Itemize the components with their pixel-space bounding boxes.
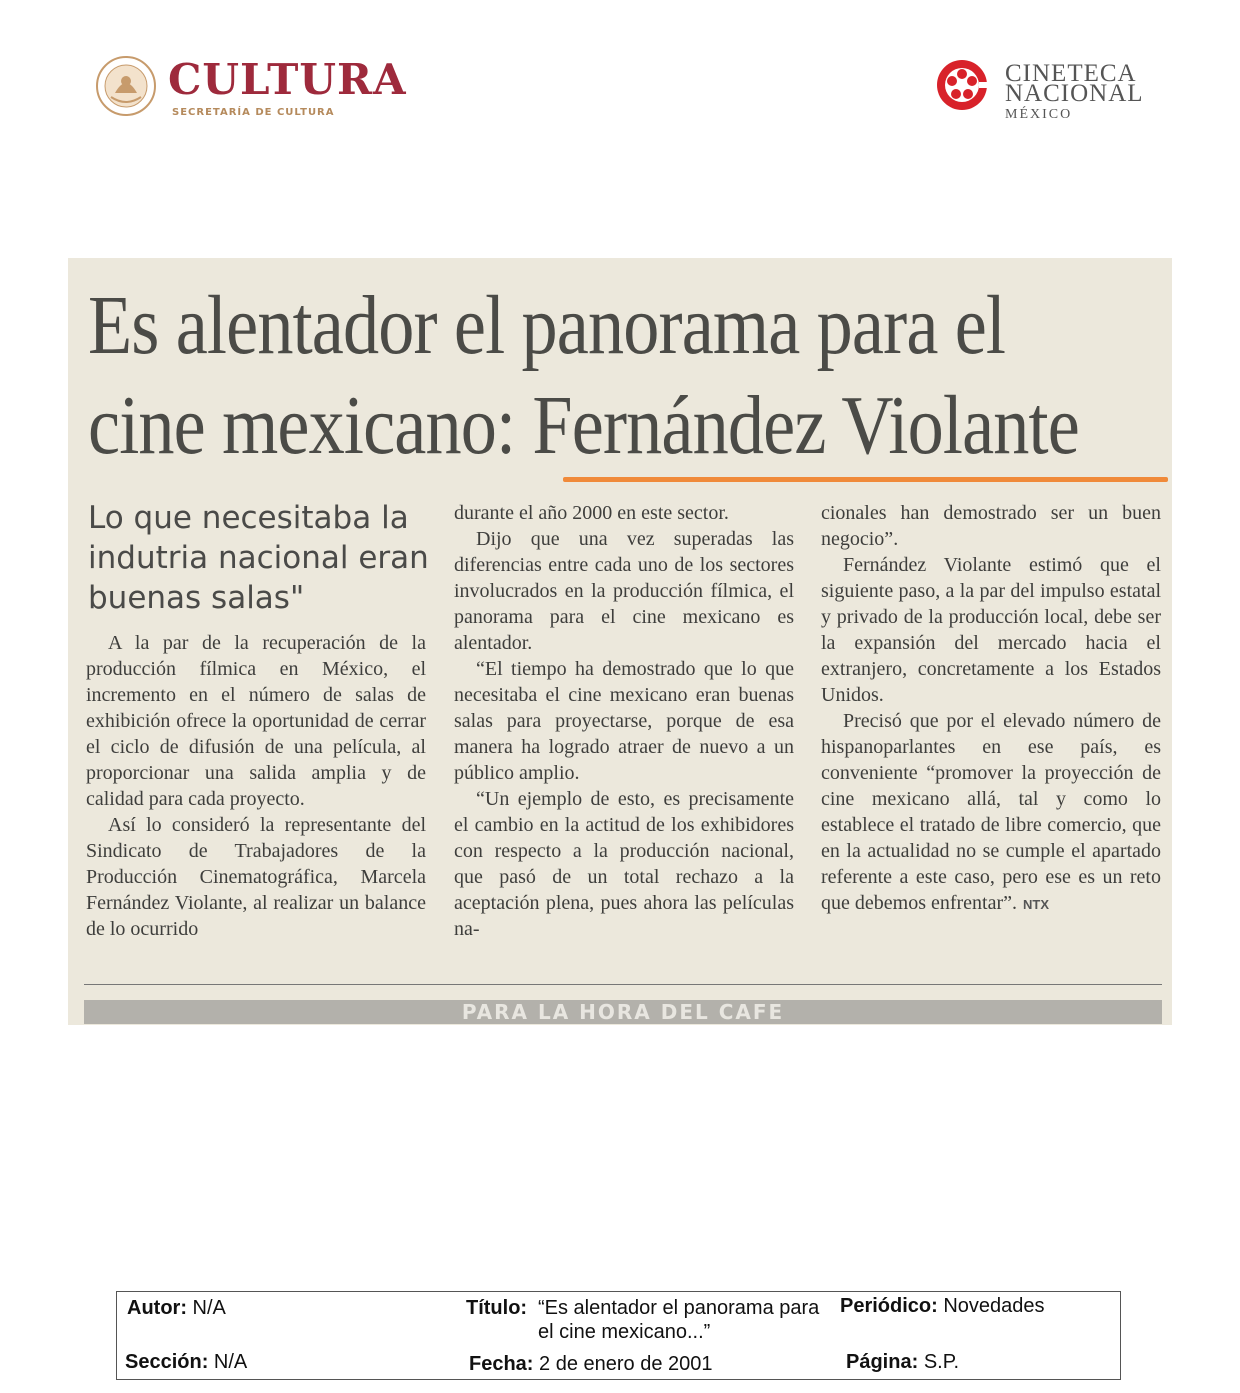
headline-line-1: Es alentador el panorama para el [88,279,1006,372]
paragraph: A la par de la recuperación de la producción fílmica en México, el incremento en el número de salas de exhibición ofrece la oportunidad de cerrar el ciclo de difusión de una película, al proporcionar una salida amplia y de calidad para cada proyecto. [86,632,426,810]
pagina-value: S.P. [923,1351,960,1373]
cineteca-logo [935,58,1165,120]
periodico-label: Periódico: [840,1295,938,1317]
cultura-subtitle: SECRETARÍA DE CULTURA [172,107,335,118]
paragraph: Así lo consideró la representante del Sindicato de Trabajadores de la Producción Cinematográfica, Marcela Fernández Violante, al realizar un balance de lo ocurrido [86,814,426,940]
paragraph: durante el año 2000 en este sector. [454,502,729,524]
seccion-value: N/A [213,1351,248,1373]
paragraph: Dijo que una vez superadas las diferencias entre cada uno de los sectores involucrados en la producción fílmica, el panorama para el cine mexicano es alentador. [454,528,794,654]
paragraph [821,708,1161,918]
highlight-underline [563,477,1168,482]
titulo-value: “Es alentador el panorama para el cine mexicano...” [538,1297,820,1343]
film-reel-icon [935,58,989,112]
periodico-field [840,1294,1045,1318]
fecha-label: Fecha: [469,1353,534,1375]
section-bar [84,1000,1162,1024]
autor-value: N/A [192,1297,226,1319]
article-kicker: Lo que necesitaba la indutria nacional eran buenas salas" [88,500,429,616]
article-headline [88,276,1079,476]
headline-part-a: cine mexicano: [88,379,533,472]
autor-field [127,1296,226,1320]
pagina-label: Página: [846,1351,919,1373]
seccion-field [125,1350,247,1374]
paragraph-text: Precisó que por el elevado número de hispanoparlantes en ese país, es conveniente “promover la proyección de cine mexicano allá, tal y como lo establece el tratado de libre comercio, que en la actualidad no se cumple el apartado referente a este caso, pero ese es un reto que debemos enfrentar”. [821,710,1161,914]
paragraph: Fernández Violante estimó que el siguiente paso, a la par del impulso estatal y privado de la producción local, debe ser la expansión del mercado hacia el extranjero, concretamente a los Estados Unidos. [821,554,1161,706]
paragraph: “El tiempo ha demostrado que lo que necesitaba el cine mexicano eran buenas salas para proyectarse, porque de esa manera ha logrado atraer de nuevo a un público amplio. [454,658,794,784]
autor-label: Autor: [127,1297,187,1319]
cultura-logo [95,55,415,130]
paragraph: “Un ejemplo de esto, es precisamente el cambio en la actitud de los exhibidores con respecto a la producción nacional, que pasó de un total rechazo a la aceptación plena, pues ahora las películas na- [454,788,794,940]
cineteca-line-2: NACIONAL [1005,80,1144,107]
cultura-title: CULTURA [168,55,407,104]
paragraph: cionales han demostrado ser un buen negocio”. [821,502,1161,550]
headline-highlighted-name: Fernández Violante [532,379,1079,472]
seccion-label: Sección: [125,1351,209,1373]
periodico-value: Novedades [943,1295,1045,1317]
fecha-value: 2 de enero de 2001 [539,1353,713,1375]
headline-line-2 [88,376,1079,476]
agency-signature: NTX [1023,897,1050,912]
article-column-3 [821,500,1161,918]
national-seal-icon [95,55,157,117]
pagina-field [846,1350,959,1374]
divider [84,984,1162,985]
clipping-info-table [116,1291,1121,1380]
fecha-field [469,1352,713,1376]
titulo-label: Título: [466,1297,528,1319]
article-column-2 [454,500,794,942]
section-bar-text: PARA LA HORA DEL CAFE [461,1000,785,1024]
cineteca-line-1: CINETECA [1005,60,1137,87]
cineteca-line-3: MÉXICO [1005,107,1073,120]
newspaper-clipping [68,258,1172,1025]
article-column-1 [86,630,426,942]
